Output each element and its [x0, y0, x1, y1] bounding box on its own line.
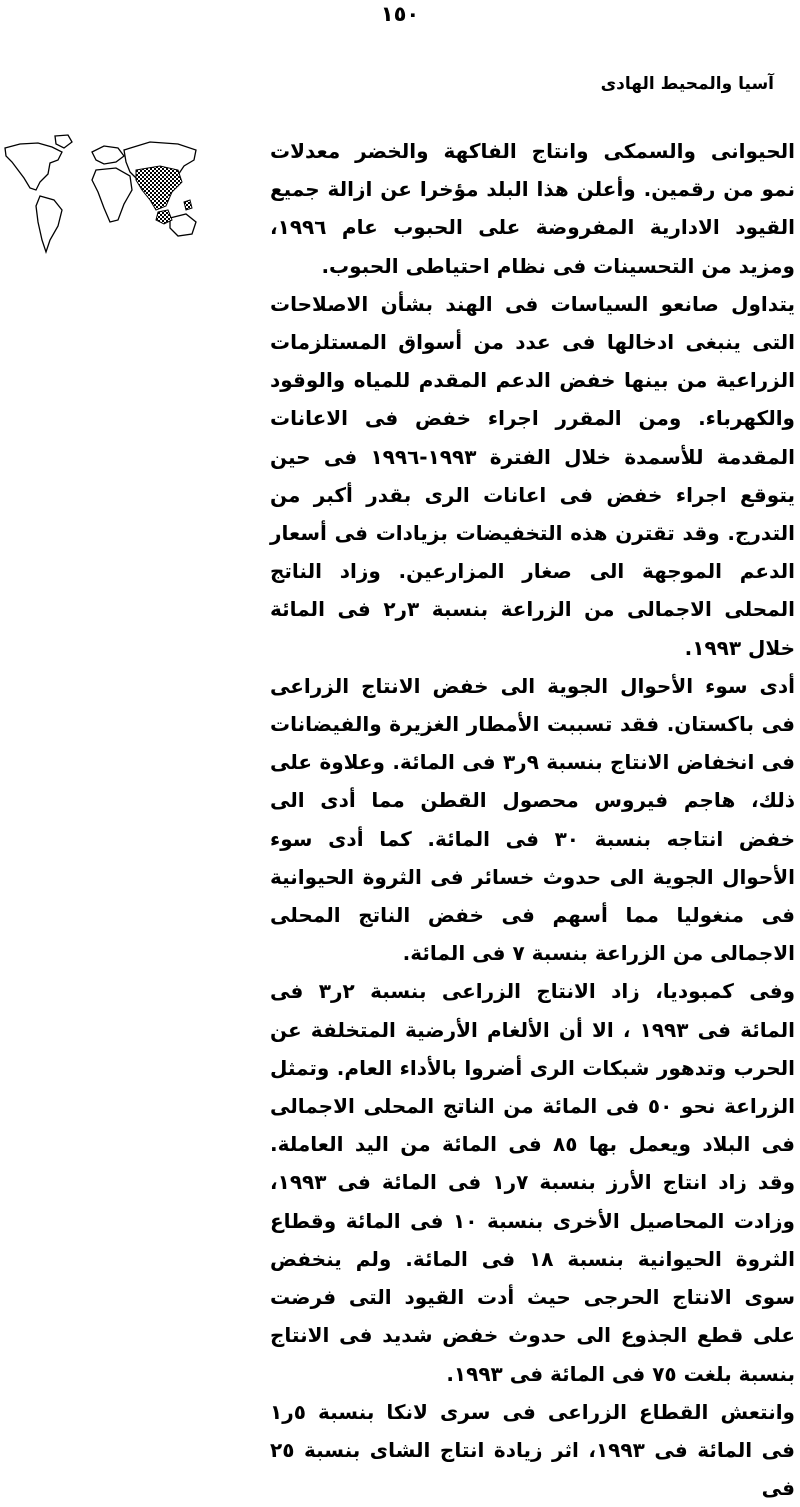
list-item-text: وفى كمبوديا، زاد الانتاج الزراعى بنسبة ٢ر٣ فى المائة فى ١٩٩٣ ، الا أن الألغام الأرضية المتخلفة عن الحرب وتدهور شبكات الرى أضروا بالأداء العام. وتمثل الزراعة نحو ٥٠ فى المائة من الناتج المحلى الاجمالى فى البلاد ويعمل بها ٨٥ فى المائة من اليد العاملة. وقد زاد انتاج الأرز بنسبة ٧ر١ فى المائة فى ١٩٩٣، وزادت المحاصيل الأخرى بنسبة ١٠ فى المائة وقطاع الثروة الحيوانية بنسبة ١٨ فى المائة. ولم ينخفض سوى الانتاج الحرجى حيث أدت القيود التى فرضت على قطع الجذوع الى حدوث خفض شديد فى الانتاج بنسبة بلغت ٧٥ فى المائة فى ١٩٩٣. — [270, 979, 796, 1386]
bullet-list — [270, 285, 795, 1507]
body-text — [270, 132, 795, 1507]
list-item — [270, 667, 795, 973]
list-item — [270, 972, 795, 1392]
intro-paragraph: الحيوانى والسمكى وانتاج الفاكهة والخضر معدلات نمو من رقمين. وأعلن هذا البلد مؤخرا عن ازالة جميع القيود الادارية المفروضة على الحبوب عام ١٩٩٦، ومزيد من التحسينات فى نظام احتياطى الحبوب. — [270, 139, 795, 278]
list-item — [270, 1393, 795, 1507]
list-item-text: يتداول صانعو السياسات فى الهند بشأن الاصلاحات التى ينبغى ادخالها فى عدد من أسواق المستلزمات الزراعية من بينها خفض الدعم المقدم للمياه والوقود والكهرباء. ومن المقرر اجراء خفض فى الاعانات المقدمة للأسمدة خلال الفترة ١٩٩٣-١٩٩٦ فى حين يتوقع اجراء خفض فى اعانات الرى بقدر أكبر من التدرج. وقد تقترن هذه التخفيضات بزيادات فى أسعار الدعم الموجهة الى صغار المزارعين. وزاد الناتج المحلى الاجمالى من الزراعة بنسبة ٣ر٢ فى المائة خلال ١٩٩٣. — [270, 291, 795, 660]
list-item-text: أدى سوء الأحوال الجوية الى خفض الانتاج الزراعى فى باكستان. فقد تسببت الأمطار الغزيرة والفيضانات فى انخفاض الانتاج بنسبة ٩ر٣ فى المائة. وعلاوة على ذلك، هاجم فيروس محصول القطن مما أدى الى خفض انتاجه بنسبة ٣٠ فى المائة. كما أدى سوء الأحوال الجوية الى حدوث خسائر فى الثروة الحيوانية فى منغوليا مما أسهم فى خفض الناتج المحلى الاجمالى من الزراعة بنسبة ٧ فى المائة. — [270, 673, 796, 966]
list-item — [270, 285, 795, 667]
running-head: آسيا والمحيط الهادى — [600, 74, 774, 94]
list-item-text: وانتعش القطاع الزراعى فى سرى لانكا بنسبة ٥ر١ فى المائة فى ١٩٩٣، اثر زيادة انتاج الشاى بنسبة ٢٥ فى — [270, 1399, 795, 1501]
world-map-icon — [0, 130, 205, 270]
page-number: ١٥٠ — [380, 2, 420, 26]
